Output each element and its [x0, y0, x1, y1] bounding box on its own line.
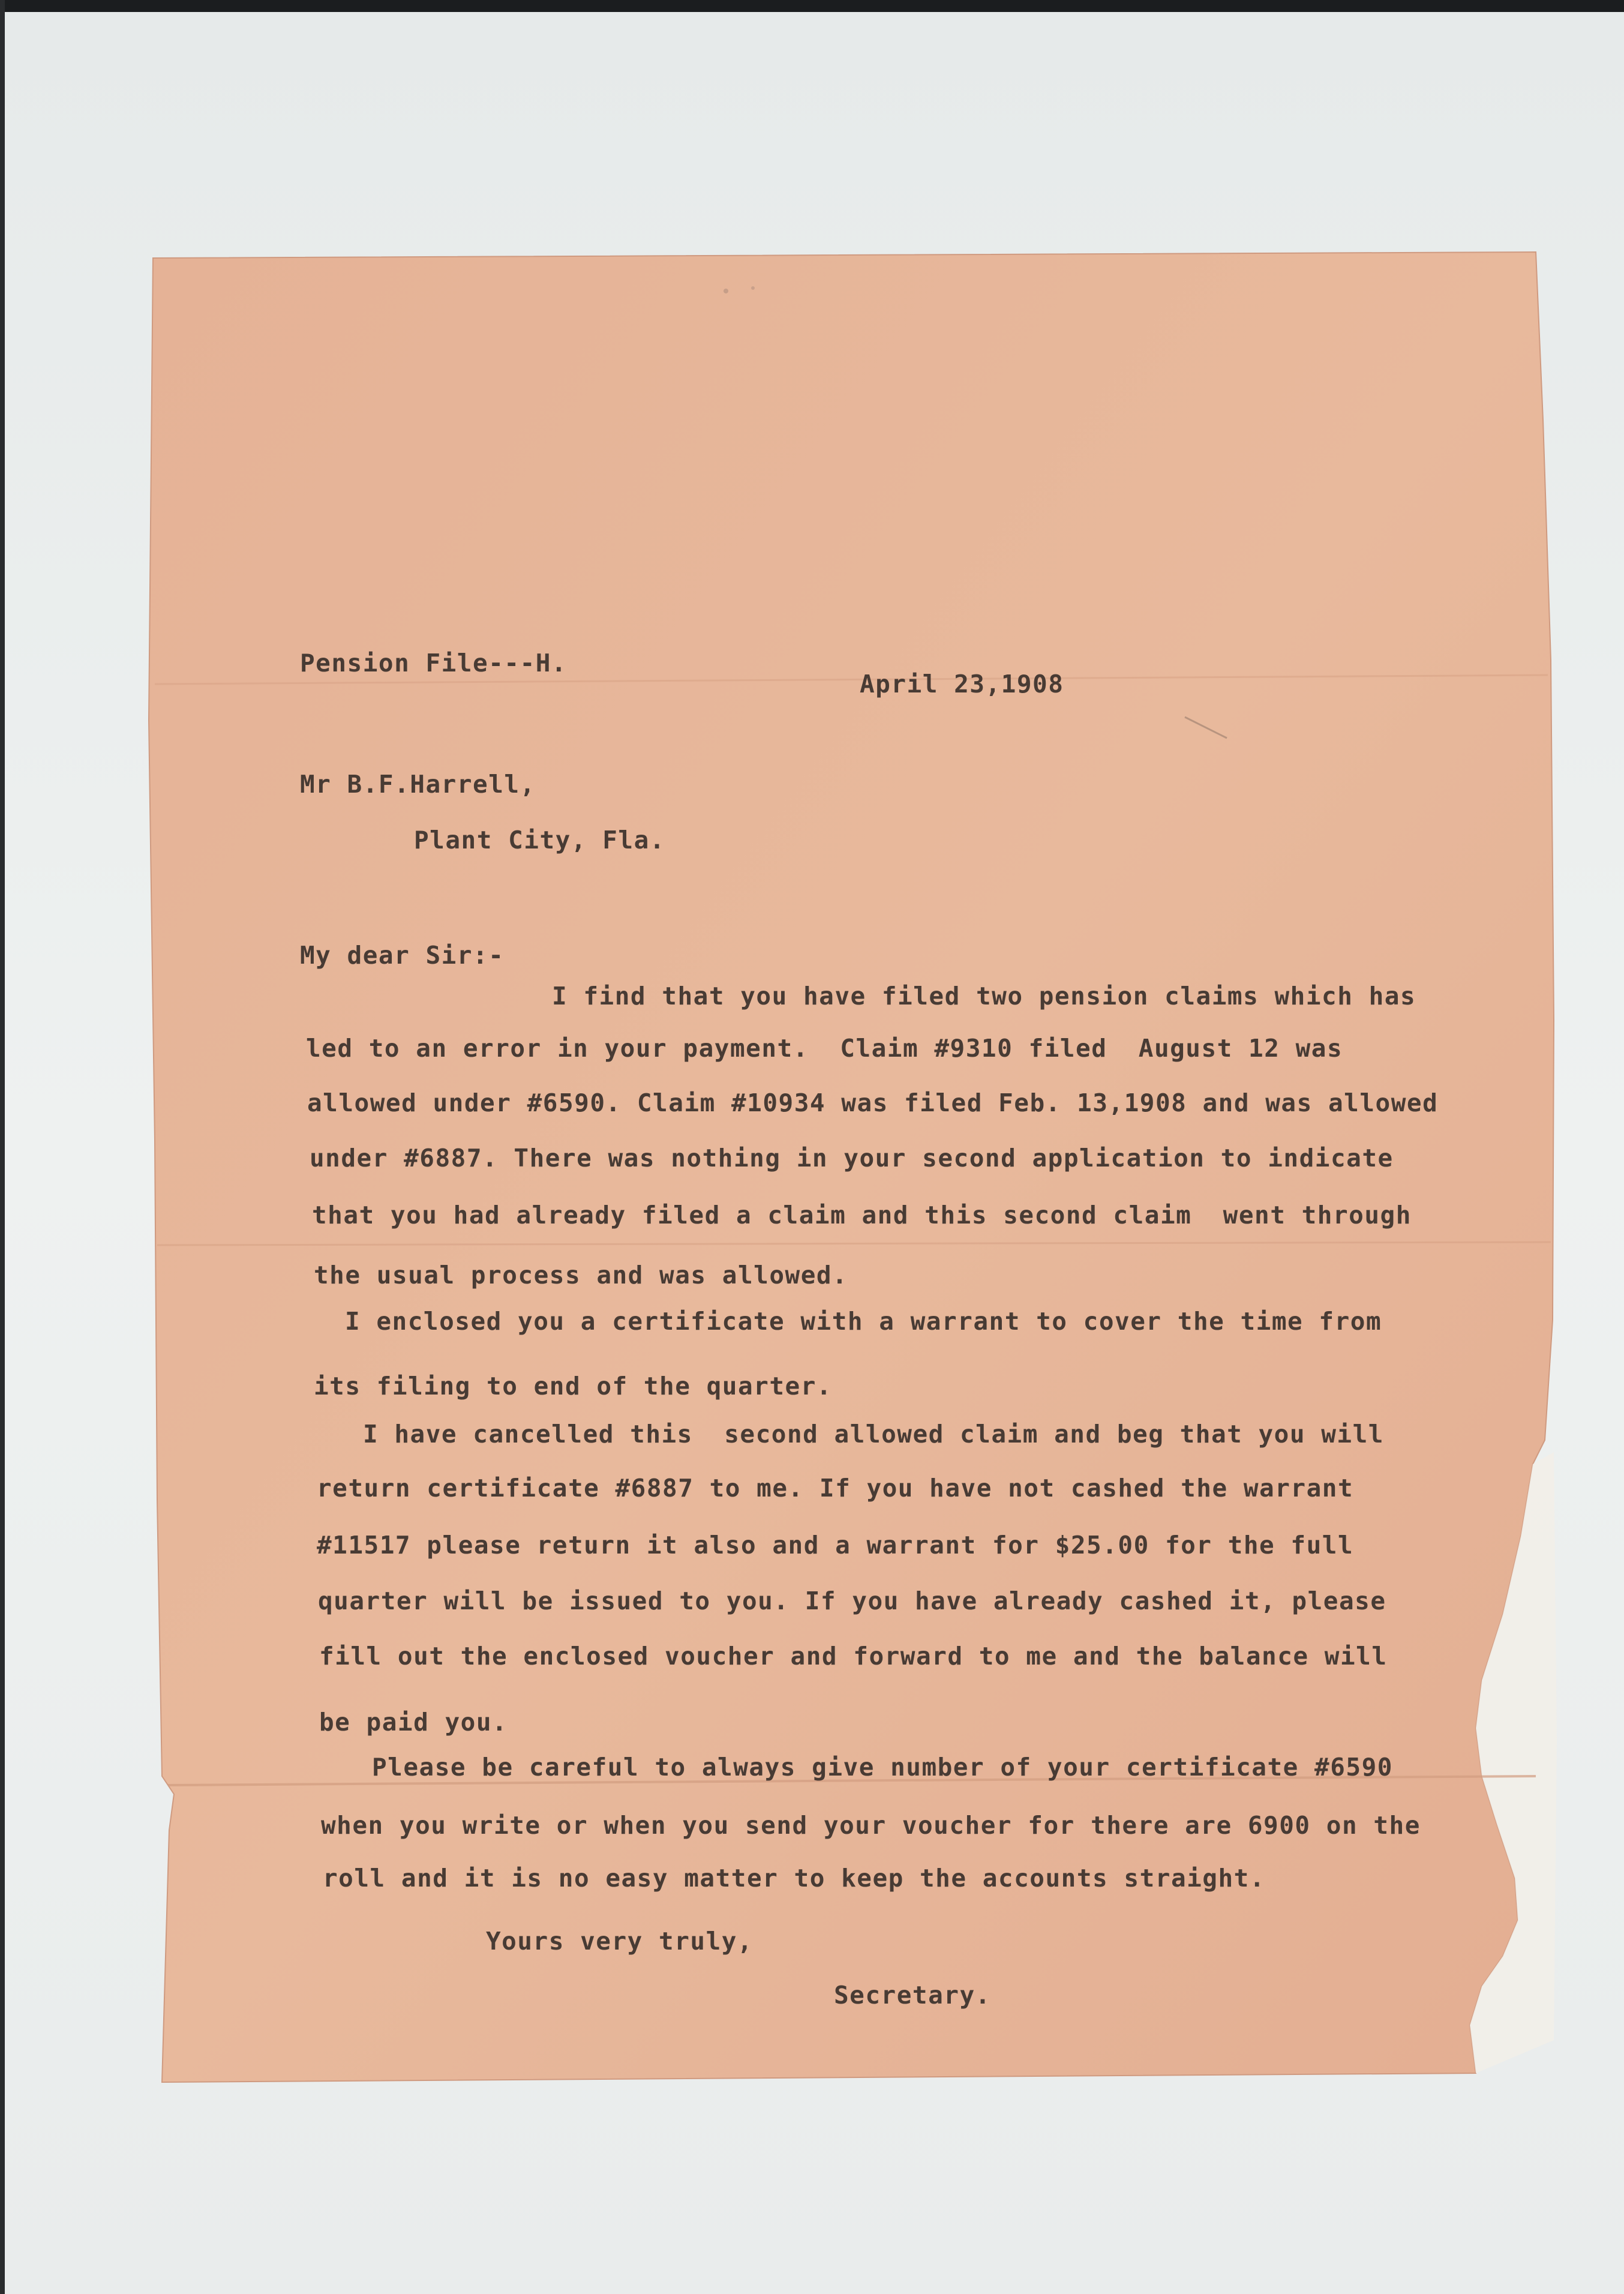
body-line: roll and it is no easy matter to keep the accounts straight. [323, 1864, 1266, 1893]
signature-title: Secretary. [834, 1981, 991, 2010]
body-line: I have cancelled this second allowed claim and beg that you will [363, 1420, 1384, 1449]
body-line: I find that you have filed two pension claims which has [552, 982, 1416, 1010]
body-line: Please be careful to always give number of your certificate #6590 [372, 1753, 1393, 1782]
recipient-name: Mr B.F.Harrell, [300, 770, 536, 799]
body-line: return certificate #6887 to me. If you have not cashed the warrant [317, 1474, 1354, 1503]
body-line: #11517 please return it also and a warrant for $25.00 for the full [317, 1531, 1354, 1560]
body-line: when you write or when you send your voucher for there are 6900 on the [321, 1811, 1421, 1840]
file-reference: Pension File---H. [300, 649, 568, 677]
recipient-city: Plant City, Fla. [414, 826, 665, 854]
letter-date: April 23,1908 [860, 670, 1064, 698]
body-line: I enclosed you a certificate with a warrant to cover the time from [345, 1307, 1382, 1336]
body-line: fill out the enclosed voucher and forward to me and the balance will [319, 1642, 1388, 1671]
closing: Yours very truly, [486, 1927, 754, 1956]
body-line: under #6887. There was nothing in your second application to indicate [310, 1144, 1394, 1173]
body-line: its filing to end of the quarter. [314, 1372, 833, 1401]
body-line: quarter will be issued to you. If you have already cashed it, please [318, 1587, 1386, 1615]
body-line: allowed under #6590. Claim #10934 was filed Feb. 13,1908 and was allowed [307, 1088, 1439, 1117]
body-line: that you had already filed a claim and this second claim went through [312, 1201, 1412, 1230]
body-line: led to an error in your payment. Claim #9310 filed August 12 was [306, 1034, 1343, 1063]
body-line: be paid you. [319, 1708, 508, 1737]
body-line: the usual process and was allowed. [314, 1261, 848, 1290]
salutation: My dear Sir:- [300, 941, 505, 970]
